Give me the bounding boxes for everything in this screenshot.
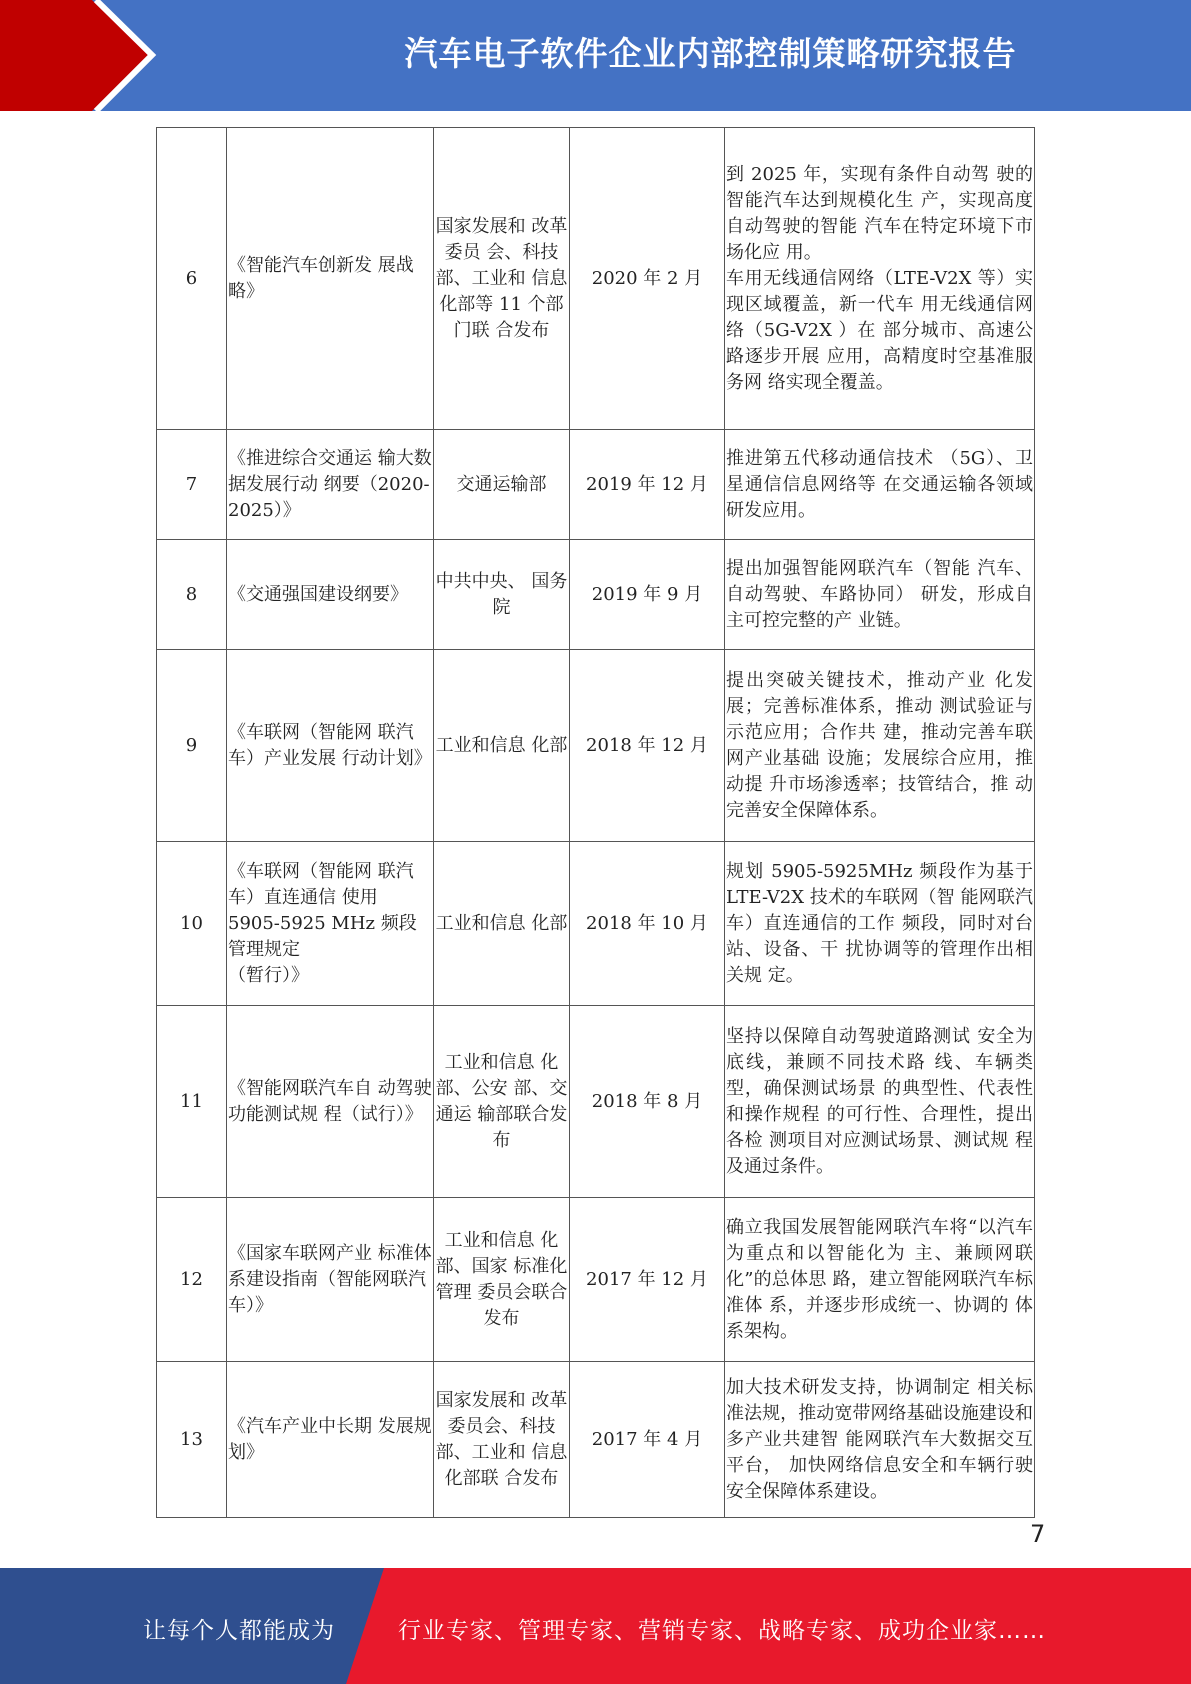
policy-name-cell: 《智能汽车创新发 展战略》 xyxy=(227,128,434,430)
page-title: 汽车电子软件企业内部控制策略研究报告 xyxy=(404,34,1017,73)
issue-date-cell: 2019 年 9 月 xyxy=(570,540,725,650)
issue-date-cell: 2017 年 4 月 xyxy=(570,1362,725,1518)
issuing-department-cell: 工业和信息 化部 xyxy=(434,842,570,1006)
row-number-cell: 10 xyxy=(157,842,227,1006)
issuing-department-cell: 中共中央、 国务院 xyxy=(434,540,570,650)
row-number-cell: 6 xyxy=(157,128,227,430)
policy-name-cell: 《推进综合交通运 输大数据发展行动 纲要（2020-2025）》 xyxy=(227,430,434,540)
policy-content-cell: 坚持以保障自动驾驶道路测试 安全为底线，兼顾不同技术路 线、车辆类型，确保测试场景 的典型性、代表性和操作规程 的可行性、合理性，提出各检 测项目对应测试场景、测试规 程及通过条件。 xyxy=(725,1006,1035,1198)
table-row xyxy=(157,842,1035,1006)
policy-content-cell: 提出加强智能网联汽车（智能 汽车、自动驾驶、车路协同） 研发，形成自主可控完整的产 业链。 xyxy=(725,540,1035,650)
issue-date-cell: 2019 年 12 月 xyxy=(570,430,725,540)
policy-name-cell: 《汽车产业中长期 发展规划》 xyxy=(227,1362,434,1518)
issuing-department-cell: 国家发展和 改革委员会、科技 部、工业和 信息化部联 合发布 xyxy=(434,1362,570,1518)
issue-date-cell: 2018 年 8 月 xyxy=(570,1006,725,1198)
policy-content-cell: 规划 5905-5925MHz 频段作为基于 LTE-V2X 技术的车联网（智 能网联汽车）直连通信的工作 频段，同时对台站、设备、干 扰协调等的管理作出相关规 定。 xyxy=(725,842,1035,1006)
table-row xyxy=(157,1006,1035,1198)
row-number-cell: 9 xyxy=(157,650,227,842)
page-number: 7 xyxy=(1030,1520,1046,1548)
footer-left-text: 让每个人都能成为 xyxy=(143,1618,335,1644)
policy-content-cell: 确立我国发展智能网联汽车将“以汽车为重点和以智能化为 主、兼顾网联化”的总体思 路，建立智能网联汽车标准体 系，并逐步形成统一、协调的 体系架构。 xyxy=(725,1198,1035,1362)
policy-name-cell: 《国家车联网产业 标准体系建设指南（智能网联汽 车）》 xyxy=(227,1198,434,1362)
issue-date-cell: 2018 年 10 月 xyxy=(570,842,725,1006)
row-number-cell: 13 xyxy=(157,1362,227,1518)
issue-date-cell: 2017 年 12 月 xyxy=(570,1198,725,1362)
table-row xyxy=(157,1198,1035,1362)
issuing-department-cell: 交通运输部 xyxy=(434,430,570,540)
table-row xyxy=(157,128,1035,430)
footer-right-text: 行业专家、管理专家、营销专家、战略专家、成功企业家…… xyxy=(398,1618,1046,1644)
policy-table-body xyxy=(157,128,1035,1518)
row-number-cell: 12 xyxy=(157,1198,227,1362)
policy-name-cell: 《交通强国建设纲要》 xyxy=(227,540,434,650)
issue-date-cell: 2020 年 2 月 xyxy=(570,128,725,430)
table-row xyxy=(157,650,1035,842)
policy-name-cell: 《车联网（智能网 联汽车）产业发展 行动计划》 xyxy=(227,650,434,842)
issuing-department-cell: 工业和信息 化部、公安 部、交通运 输部联合发 布 xyxy=(434,1006,570,1198)
page-header xyxy=(0,0,1191,111)
row-number-cell: 7 xyxy=(157,430,227,540)
policy-name-cell: 《智能网联汽车自 动驾驶功能测试规 程（试行）》 xyxy=(227,1006,434,1198)
issue-date-cell: 2018 年 12 月 xyxy=(570,650,725,842)
policy-content-cell: 提出突破关键技术，推动产业 化发展；完善标准体系，推动 测试验证与示范应用；合作共 建，推动完善车联网产业基础 设施；发展综合应用，推动提 升市场渗透率；技管结合，推 动完善安全保障体系。 xyxy=(725,650,1035,842)
page-footer xyxy=(0,1568,1191,1684)
issuing-department-cell: 工业和信息 化部、国家 标准化管理 委员会联合 发布 xyxy=(434,1198,570,1362)
issuing-department-cell: 工业和信息 化部 xyxy=(434,650,570,842)
policy-content-cell: 到 2025 年，实现有条件自动驾 驶的智能汽车达到规模化生 产，实现高度自动驾驶的智能 汽车在特定环境下市场化应 用。 车用无线通信网络（LTE-V2X 等）实现区域覆盖，新一代车 用无线通信网络（5G-V2X ）在 部分城市、高速公路逐步开展 应用，高精度时空基准服务网 络实现全覆盖。 xyxy=(725,128,1035,430)
policy-name-cell: 《车联网（智能网 联汽车）直连通信 使用 5905-5925 MHz 频段管理规定 （暂行）》 xyxy=(227,842,434,1006)
policy-table xyxy=(156,127,1035,1518)
row-number-cell: 11 xyxy=(157,1006,227,1198)
policy-content-cell: 推进第五代移动通信技术 （5G）、卫星通信信息网络等 在交通运输各领域研发应用。 xyxy=(725,430,1035,540)
issuing-department-cell: 国家发展和 改革委员 会、科技 部、工业和 信息化部等 11 个部门联 合发布 xyxy=(434,128,570,430)
policy-content-cell: 加大技术研发支持，协调制定 相关标准法规，推动宽带网络基础设施建设和多产业共建智 能网联汽车大数据交互平台， 加快网络信息安全和车辆行驶 安全保障体系建设。 xyxy=(725,1362,1035,1518)
table-row xyxy=(157,540,1035,650)
table-row xyxy=(157,1362,1035,1518)
row-number-cell: 8 xyxy=(157,540,227,650)
table-row xyxy=(157,430,1035,540)
